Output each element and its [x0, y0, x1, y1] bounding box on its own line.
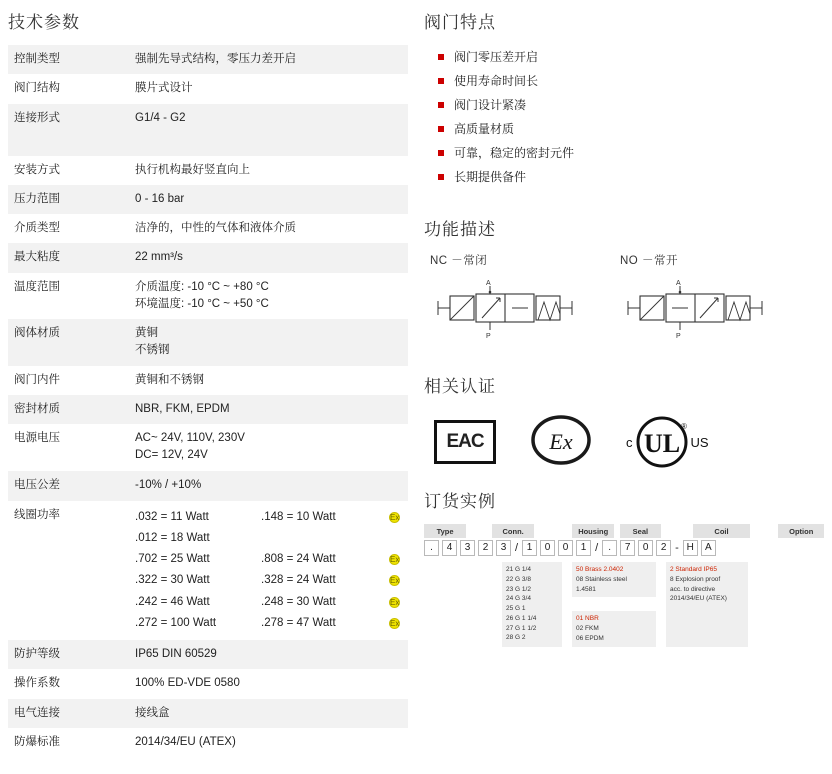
- spec-key: 电源电压: [14, 432, 60, 444]
- order-legends: [424, 562, 824, 647]
- coil-row: [135, 570, 400, 591]
- spec-value: 接线盒: [129, 699, 408, 728]
- no-symbol-icon: [620, 280, 770, 347]
- spec-key: 阀门内件: [14, 373, 60, 386]
- spec-key: 压力范围: [8, 185, 129, 214]
- svg-text:UL: UL: [643, 429, 680, 458]
- spec-value-line: 黄铜: [135, 327, 158, 339]
- no-label: NO －常开: [620, 255, 678, 267]
- legend-line: 25 G 1: [506, 605, 526, 612]
- atex-logo-svg: [530, 414, 592, 466]
- legend-line: 08 Stainless steel: [576, 575, 627, 583]
- legend-line: 24 G 3/4: [506, 595, 531, 603]
- legend-line: 22 G 3/8: [506, 575, 531, 583]
- legend-line: 1.4581: [576, 585, 596, 593]
- code-cell: 0: [540, 540, 555, 556]
- legend-housing: [572, 562, 656, 597]
- ul-logo-icon: [626, 415, 709, 469]
- table-row: [8, 424, 408, 471]
- table-row: [8, 395, 408, 424]
- legend-line: 27 G 1 1/2: [506, 624, 537, 632]
- order-header-coil: Coil: [693, 524, 751, 538]
- list-item: 长期提供备件: [438, 165, 824, 189]
- spec-key: 防爆标准: [14, 735, 60, 748]
- atex-logo-icon: [530, 414, 592, 471]
- nc-symbol-icon: [430, 280, 580, 347]
- spec-key: 介质类型: [14, 222, 60, 234]
- legend-line: 01 NBR: [576, 615, 599, 623]
- coil-value-a: .702 = 25 Watt: [135, 553, 210, 566]
- spec-key: 线圈功率: [14, 508, 60, 521]
- table-row: [8, 471, 408, 501]
- table-row: [8, 319, 408, 366]
- legend-line: 26 G 1 1/4: [506, 614, 537, 622]
- explosion-proof-badge-icon: Ex: [390, 576, 400, 586]
- nc-label: NC －常闭: [430, 255, 488, 267]
- table-row: [8, 185, 408, 214]
- coil-value-b: .148 = 10 Watt: [261, 510, 336, 523]
- coil-row: [135, 549, 400, 570]
- spec-value: 膜片式设计: [135, 82, 193, 95]
- function-description-title: 功能描述: [424, 220, 496, 239]
- legend-housing-seal: [572, 562, 656, 647]
- spec-value-line: 介质温度: -10 °C ~ +80 °C: [135, 280, 269, 293]
- table-row: [8, 699, 408, 728]
- spec-key: 操作系数: [14, 677, 60, 690]
- spec-value-line: 不锈钢: [135, 344, 170, 357]
- legend-coil: [666, 562, 748, 647]
- order-code-row: [424, 540, 824, 556]
- code-cell: 1: [522, 540, 537, 556]
- legend-conn: [502, 562, 562, 647]
- code-cell: 2: [478, 540, 493, 556]
- certifications-section: [424, 372, 824, 473]
- spec-key: 连接形式: [8, 104, 129, 156]
- coil-value-b: .808 = 24 Watt: [261, 553, 336, 566]
- coil-value-b: .278 = 47 Watt: [261, 616, 336, 629]
- table-row: [8, 74, 408, 103]
- spec-value-line: AC~ 24V, 110V, 230V: [135, 432, 245, 444]
- spec-value: 100% ED-VDE 0580: [135, 677, 240, 690]
- nc-symbol-svg: [430, 280, 580, 342]
- spec-value: 0 - 16 bar: [129, 185, 408, 214]
- technical-parameters-title: 技术参数: [8, 13, 80, 32]
- legend-line: 2 Standard IP65: [670, 566, 717, 573]
- spec-value: [129, 273, 408, 320]
- valve-features-title: 阀门特点: [424, 13, 496, 32]
- spec-value: 22 mm³/s: [129, 243, 408, 272]
- legend-line: 8 Explosion proof: [670, 575, 721, 583]
- coil-row: [135, 528, 400, 549]
- table-row: [8, 156, 408, 185]
- code-separator: /: [595, 542, 599, 554]
- ordering-example-section: [424, 487, 824, 647]
- table-row: [8, 366, 408, 395]
- code-cell: 7: [620, 540, 635, 556]
- code-separator: -: [675, 542, 679, 554]
- ordering-example-title: 订货实例: [424, 492, 496, 511]
- legend-line: 21 G 1/4: [506, 566, 531, 573]
- list-item: 使用寿命时间长: [438, 69, 824, 93]
- order-header-type: Type: [424, 524, 466, 538]
- spec-value: 黄铜和不锈钢: [135, 373, 204, 386]
- spec-value: IP65 DIN 60529: [129, 640, 408, 669]
- ordering-code-diagram: [424, 524, 824, 647]
- ul-circle-svg: [635, 415, 689, 469]
- list-item: 高质量材质: [438, 117, 824, 141]
- code-cell: 0: [638, 540, 653, 556]
- coil-grid: [135, 507, 400, 635]
- legend-line: 02 FKM: [576, 625, 599, 632]
- legend-line: 50 Brass 2.0402: [576, 566, 624, 573]
- coil-value-a: .322 = 30 Watt: [135, 574, 210, 587]
- svg-text:P: P: [676, 333, 681, 340]
- legend-seal: [572, 611, 656, 646]
- table-row: [8, 104, 408, 156]
- svg-text:®: ®: [680, 422, 687, 431]
- order-header-seal: Seal: [620, 524, 660, 538]
- spec-value: G1/4 - G2: [129, 104, 408, 156]
- code-cell: H: [683, 540, 698, 556]
- valve-features-list: [438, 45, 824, 189]
- legend-line: 28 G 2: [506, 634, 526, 642]
- spec-key: 阀体材质: [8, 319, 129, 366]
- code-cell: 2: [656, 540, 671, 556]
- spec-key: 电气连接: [8, 699, 129, 728]
- valve-features-section: [424, 8, 824, 189]
- certifications-title: 相关认证: [424, 377, 496, 396]
- code-cell: .: [602, 540, 617, 556]
- svg-text:A: A: [676, 280, 681, 287]
- explosion-proof-badge-icon: Ex: [390, 555, 400, 565]
- table-row: [8, 45, 408, 74]
- legend-line: 06 EPDM: [576, 634, 604, 642]
- spec-key: 控制类型: [8, 45, 129, 74]
- spec-table: [8, 45, 408, 757]
- code-cell: 0: [558, 540, 573, 556]
- no-symbol-svg: [620, 280, 770, 342]
- spec-key: 密封材质: [8, 395, 129, 424]
- list-item: 可靠，稳定的密封元件: [438, 141, 824, 165]
- function-diagram-no: [620, 252, 770, 347]
- spec-value: 执行机构最好竖直向上: [135, 163, 250, 176]
- spec-value-line: DC= 12V, 24V: [135, 449, 208, 462]
- eac-logo-icon: EAC: [434, 420, 496, 464]
- table-row: [8, 214, 408, 243]
- coil-value-a: .242 = 46 Watt: [135, 595, 210, 608]
- table-row: [8, 243, 408, 272]
- code-cell: 4: [442, 540, 457, 556]
- spec-key: 防护等级: [8, 640, 129, 669]
- coil-row: [135, 507, 400, 528]
- order-header-conn: Conn.: [492, 524, 534, 538]
- svg-text:Ex: Ex: [549, 428, 573, 454]
- spec-value-line: 环境温度: -10 °C ~ +50 °C: [135, 297, 269, 310]
- coil-value-a: .012 = 18 Watt: [135, 531, 210, 544]
- coil-value-b: .248 = 30 Watt: [261, 595, 336, 608]
- code-cell: .: [424, 540, 439, 556]
- function-diagram-nc: [430, 252, 580, 347]
- order-headers: [424, 524, 824, 538]
- spec-value: 2014/34/EU (ATEX): [135, 735, 236, 748]
- spec-key: 阀门结构: [14, 82, 60, 95]
- spec-value: 洁净的，中性的气体和液体介质: [135, 222, 296, 234]
- spec-value: NBR, FKM, EPDM: [129, 395, 408, 424]
- coil-row: [135, 592, 400, 613]
- coil-value-b: .328 = 24 Watt: [261, 574, 336, 587]
- coil-power-values: [129, 501, 408, 641]
- spec-value: [129, 424, 408, 471]
- legend-line: 2014/34/EU (ATEX): [670, 595, 727, 603]
- table-row: [8, 640, 408, 669]
- legend-line: acc. to directive: [670, 585, 716, 593]
- explosion-proof-badge-icon: Ex: [390, 597, 400, 607]
- function-description-section: [424, 215, 824, 362]
- spec-key: 安装方式: [14, 163, 60, 176]
- table-row-coil-power: [8, 501, 408, 641]
- coil-value-a: .032 = 11 Watt: [135, 510, 209, 523]
- spec-value: [129, 319, 408, 366]
- table-row: [8, 669, 408, 698]
- coil-row: [135, 613, 400, 634]
- order-header-option: Option: [778, 524, 824, 538]
- svg-text:P: P: [486, 333, 491, 340]
- function-diagrams: [424, 252, 824, 362]
- spec-value: 强制先导式结构，零压力差开启: [129, 45, 408, 74]
- list-item: 阀门零压差开启: [438, 45, 824, 69]
- ul-c-mark: c: [626, 434, 633, 450]
- svg-text:A: A: [486, 280, 491, 287]
- code-cell: 1: [576, 540, 591, 556]
- ul-us-mark: US: [690, 434, 709, 450]
- explosion-proof-badge-icon: Ex: [390, 618, 400, 628]
- code-separator: /: [515, 542, 519, 554]
- spec-key: 电压公差: [8, 471, 129, 501]
- spec-key: 最大粘度: [8, 243, 129, 272]
- code-cell: 3: [460, 540, 475, 556]
- certification-logos: [434, 411, 824, 473]
- table-row: [8, 273, 408, 320]
- list-item: 阀门设计紧凑: [438, 93, 824, 117]
- coil-value-a: .272 = 100 Watt: [135, 616, 217, 629]
- technical-parameters-section: [8, 8, 408, 757]
- table-row: [8, 728, 408, 757]
- right-column: [424, 8, 824, 647]
- order-header-housing: Housing: [572, 524, 614, 538]
- spec-key: 温度范围: [14, 280, 60, 293]
- code-cell: 3: [496, 540, 511, 556]
- explosion-proof-badge-icon: Ex: [390, 512, 400, 522]
- code-cell: A: [701, 540, 716, 556]
- spec-value: -10% / +10%: [129, 471, 408, 501]
- legend-line: 23 G 1/2: [506, 585, 531, 593]
